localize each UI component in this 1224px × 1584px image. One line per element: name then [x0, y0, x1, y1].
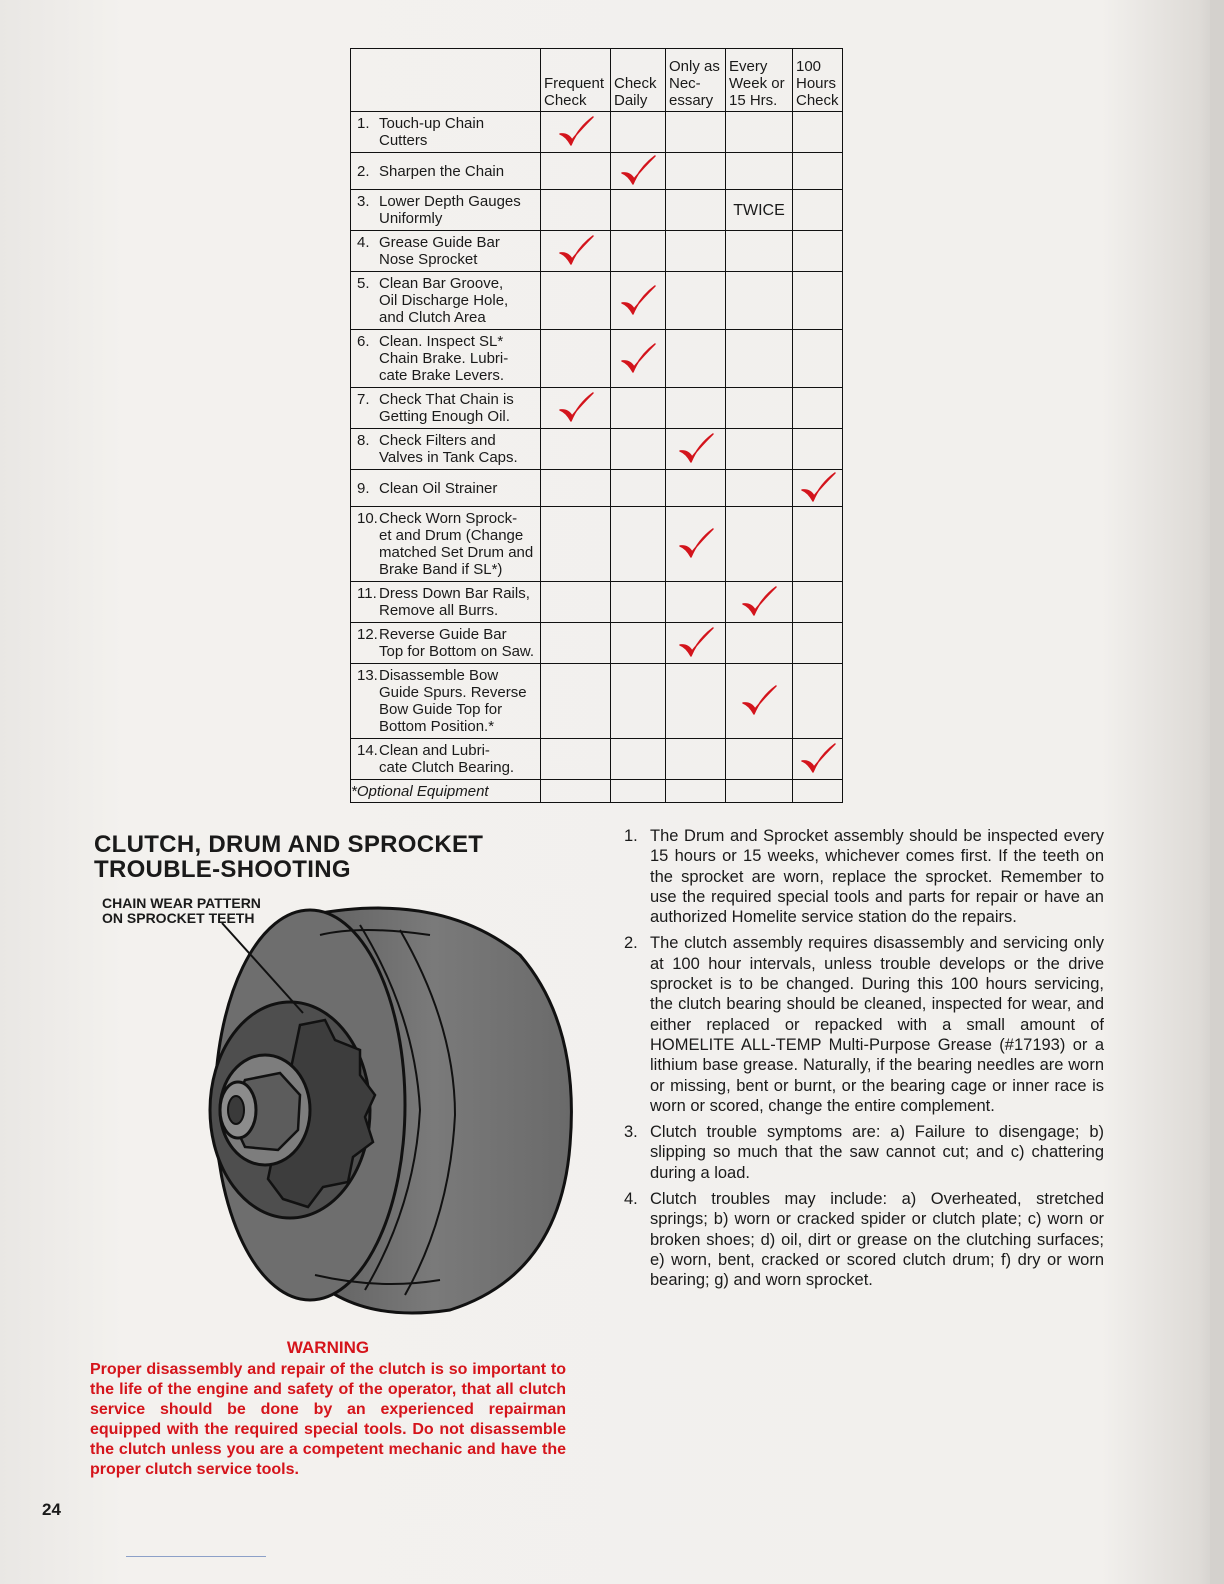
schedule-cell [541, 112, 611, 153]
schedule-note: TWICE [733, 201, 785, 219]
schedule-cell [793, 664, 843, 739]
task-number: 10. [357, 510, 378, 527]
schedule-cell [611, 388, 666, 429]
task-cell [351, 153, 541, 190]
schedule-cell [541, 429, 611, 470]
task-cell [351, 470, 541, 507]
schedule-cell [541, 739, 611, 780]
check-mark-icon [556, 233, 596, 269]
schedule-cell [793, 739, 843, 780]
table-row [351, 153, 843, 190]
check-mark-icon [739, 683, 779, 719]
schedule-cell [793, 330, 843, 388]
task-text: Dress Down Bar Rails, [379, 585, 530, 602]
warning-box [90, 1338, 566, 1480]
table-row [351, 582, 843, 623]
table-row [351, 470, 843, 507]
check-mark-icon [676, 431, 716, 467]
schedule-cell [793, 429, 843, 470]
schedule-cell [793, 231, 843, 272]
schedule-cell [541, 231, 611, 272]
schedule-cell [611, 623, 666, 664]
header-daily: Check Daily [611, 49, 666, 112]
schedule-cell [666, 470, 726, 507]
task-text: Sharpen the Chain [379, 162, 505, 180]
schedule-cell [666, 780, 726, 803]
header-task [351, 49, 541, 112]
task-cell [351, 582, 541, 623]
schedule-cell [726, 664, 793, 739]
schedule-cell [541, 272, 611, 330]
task-text: Clean Bar Groove, [379, 275, 504, 292]
schedule-cell [611, 507, 666, 582]
schedule-cell [726, 780, 793, 803]
schedule-cell [611, 112, 666, 153]
schedule-cell [793, 470, 843, 507]
table-row [351, 112, 843, 153]
schedule-cell [793, 507, 843, 582]
task-text: Oil Discharge Hole, [379, 292, 509, 309]
task-cell [351, 507, 541, 582]
task-number: 2. [357, 162, 370, 180]
task-number: 1. [357, 115, 370, 132]
task-text: cate Clutch Bearing. [379, 759, 515, 776]
check-mark-icon [618, 341, 658, 377]
table-row [351, 623, 843, 664]
header-frequent: Frequent Check [541, 49, 611, 112]
table-row [351, 330, 843, 388]
schedule-cell [541, 780, 611, 803]
header-100-hours: 100 Hours Check [793, 49, 843, 112]
task-text: Getting Enough Oil. [379, 408, 510, 425]
schedule-cell [793, 153, 843, 190]
step-text: The clutch assembly requires disassembly and servicing only at 100 hour intervals, unless trouble develops or the drive sprocket is to be changed. During this 100 hours servicing, the clutch bearing should be cleaned, inspected for wear, and either replaced or repacked with a small amount of HOMELITE ALL-TEMP Multi-Purpose Grease (#17193) or a lithium base grease. Naturally, if the bearing needles are worn or missing, bent or burnt, or the bearing cage or inner race is worn or scored, change the entire complement. [650, 934, 1104, 1115]
schedule-cell [666, 231, 726, 272]
clutch-drum-illustration [200, 895, 580, 1325]
schedule-cell [726, 112, 793, 153]
table-row [351, 507, 843, 582]
task-text: and Clutch Area [379, 309, 486, 326]
schedule-cell [793, 623, 843, 664]
schedule-cell [666, 623, 726, 664]
step-text: Clutch trouble symptoms are: a) Failure to disengage; b) slipping so much that the saw cannot cut; and c) chattering during a load. [650, 1123, 1104, 1182]
step-number: 3. [624, 1123, 638, 1142]
task-text: Reverse Guide Bar [379, 626, 507, 643]
task-text: Check Worn Sprock- [379, 510, 518, 527]
task-text: matched Set Drum and [379, 544, 534, 561]
schedule-cell [611, 664, 666, 739]
schedule-cell [793, 190, 843, 231]
list-item [622, 1122, 1104, 1183]
schedule-cell [726, 582, 793, 623]
maintenance-schedule-table [350, 48, 843, 803]
task-text: Lower Depth Gauges [379, 193, 521, 210]
step-number: 2. [624, 934, 638, 953]
callout-line-1: CHAIN WEAR PATTERN [102, 895, 261, 911]
schedule-cell [611, 272, 666, 330]
schedule-cell [611, 231, 666, 272]
task-number: 12. [357, 626, 378, 643]
header-weekly: Every Week or 15 Hrs. [726, 49, 793, 112]
task-cell [351, 330, 541, 388]
schedule-cell [793, 582, 843, 623]
task-text: Bow Guide Top for [379, 701, 503, 718]
task-number: 11. [357, 585, 377, 602]
schedule-cell [666, 388, 726, 429]
schedule-cell [611, 780, 666, 803]
task-text: Check That Chain is [379, 391, 514, 408]
schedule-cell [726, 272, 793, 330]
task-number: 8. [357, 432, 370, 449]
table-row [351, 664, 843, 739]
schedule-cell [541, 388, 611, 429]
schedule-cell [666, 429, 726, 470]
task-number: 9. [357, 479, 370, 497]
task-cell [351, 272, 541, 330]
table-row [351, 231, 843, 272]
schedule-cell [793, 780, 843, 803]
task-text: Nose Sprocket [379, 251, 478, 268]
schedule-cell [666, 153, 726, 190]
check-mark-icon [798, 470, 838, 506]
task-number: 5. [357, 275, 370, 292]
task-text: Valves in Tank Caps. [379, 449, 518, 466]
task-number: 6. [357, 333, 370, 350]
task-text: Touch-up Chain [379, 115, 485, 132]
section-title [94, 832, 574, 882]
task-text: et and Drum (Change [379, 527, 524, 544]
task-cell [351, 429, 541, 470]
task-cell [351, 231, 541, 272]
task-text: cate Brake Levers. [379, 367, 505, 384]
task-text: Remove all Burrs. [379, 602, 499, 619]
footnote: *Optional Equipment [351, 780, 541, 803]
schedule-cell [793, 388, 843, 429]
schedule-cell [666, 190, 726, 231]
schedule-cell [726, 190, 793, 231]
schedule-cell [793, 272, 843, 330]
task-number: 3. [357, 193, 370, 210]
check-mark-icon [676, 625, 716, 661]
list-item [622, 1189, 1104, 1290]
schedule-cell [726, 231, 793, 272]
schedule-cell [541, 190, 611, 231]
task-text: Disassemble Bow [379, 667, 499, 684]
schedule-cell [726, 739, 793, 780]
schedule-cell [726, 623, 793, 664]
page-edge [1210, 0, 1224, 1584]
schedule-cell [726, 429, 793, 470]
schedule-cell [611, 190, 666, 231]
check-mark-icon [676, 526, 716, 562]
schedule-cell [793, 112, 843, 153]
warning-text: Proper disassembly and repair of the clutch is so important to the life of the engine and safety of the operator, that all clutch service should be done by an experienced repairman equipped with the required special tools. Do not disassemble the clutch unless you are a competent mechanic and have the proper clutch service tools. [90, 1361, 566, 1478]
schedule-cell [541, 664, 611, 739]
task-text: Clean. Inspect SL* [379, 333, 504, 350]
schedule-cell [611, 429, 666, 470]
table-row [351, 388, 843, 429]
schedule-cell [541, 470, 611, 507]
schedule-cell [611, 739, 666, 780]
section-title-line-2: TROUBLE-SHOOTING [94, 856, 351, 883]
schedule-cell [541, 623, 611, 664]
troubleshooting-steps [622, 826, 1104, 1297]
task-number: 4. [357, 234, 370, 251]
task-cell [351, 623, 541, 664]
scan-mark [126, 1556, 266, 1557]
task-number: 14. [357, 742, 378, 759]
schedule-cell [666, 112, 726, 153]
table-header-row [351, 49, 843, 112]
step-text: Clutch troubles may include: a) Overheated, stretched springs; b) worn or cracked spider or clutch plate; c) worn or broken shoes; d) oil, dirt or grease on the clutching surfaces; e) worn, bent, cracked or scored clutch drum; f) dry or worn bearing; g) and worn sprocket. [650, 1190, 1104, 1290]
task-text: Clean Oil Strainer [379, 479, 498, 497]
table-footnote-row [351, 780, 843, 803]
task-cell [351, 112, 541, 153]
check-mark-icon [556, 390, 596, 426]
task-text: Guide Spurs. Reverse [379, 684, 527, 701]
schedule-cell [611, 153, 666, 190]
schedule-cell [611, 330, 666, 388]
task-number: 7. [357, 391, 370, 408]
task-text: Check Filters and [379, 432, 496, 449]
task-text: Grease Guide Bar [379, 234, 500, 251]
task-text: Chain Brake. Lubri- [379, 350, 509, 367]
schedule-cell [666, 664, 726, 739]
schedule-cell [666, 507, 726, 582]
task-text: Cutters [379, 132, 428, 149]
check-mark-icon [618, 283, 658, 319]
task-number: 13. [357, 667, 378, 684]
schedule-cell [666, 739, 726, 780]
check-mark-icon [618, 153, 658, 189]
task-cell [351, 388, 541, 429]
schedule-cell [726, 153, 793, 190]
header-necessary: Only as Nec-essary [666, 49, 726, 112]
schedule-cell [726, 330, 793, 388]
task-text: Bottom Position.* [379, 718, 495, 735]
schedule-cell [541, 153, 611, 190]
schedule-cell [541, 582, 611, 623]
table-row [351, 190, 843, 231]
step-number: 4. [624, 1190, 638, 1209]
check-mark-icon [739, 584, 779, 620]
task-cell [351, 664, 541, 739]
task-cell [351, 739, 541, 780]
schedule-cell [726, 507, 793, 582]
task-text: Brake Band if SL*) [379, 561, 503, 578]
callout-line-2: ON SPROCKET TEETH [102, 910, 255, 926]
table-row [351, 272, 843, 330]
schedule-cell [666, 330, 726, 388]
check-mark-icon [556, 114, 596, 150]
step-number: 1. [624, 827, 638, 845]
table-row [351, 429, 843, 470]
section-title-line-1: CLUTCH, DRUM AND SPROCKET [94, 831, 484, 858]
schedule-cell [611, 582, 666, 623]
schedule-cell [726, 388, 793, 429]
schedule-cell [726, 470, 793, 507]
schedule-cell [541, 330, 611, 388]
table-row [351, 739, 843, 780]
list-item [622, 826, 1104, 927]
task-text: Uniformly [379, 210, 443, 227]
task-text: Clean and Lubri- [379, 742, 490, 759]
step-text: The Drum and Sprocket assembly should be inspected every 15 hours or 15 weeks, whichever comes first. If the teeth on the sprocket are worn, replace the sprocket. Remember to use the required special tools and parts for repair or have an authorized Homelite service station do the repairs. [650, 827, 1104, 927]
schedule-cell [611, 470, 666, 507]
schedule-cell [541, 507, 611, 582]
schedule-cell [666, 272, 726, 330]
page-number: 24 [42, 1500, 61, 1519]
check-mark-icon [798, 741, 838, 777]
task-text: Top for Bottom on Saw. [379, 643, 535, 660]
list-item [622, 933, 1104, 1116]
warning-title: WARNING [286, 1338, 370, 1357]
task-cell [351, 190, 541, 231]
schedule-cell [666, 582, 726, 623]
